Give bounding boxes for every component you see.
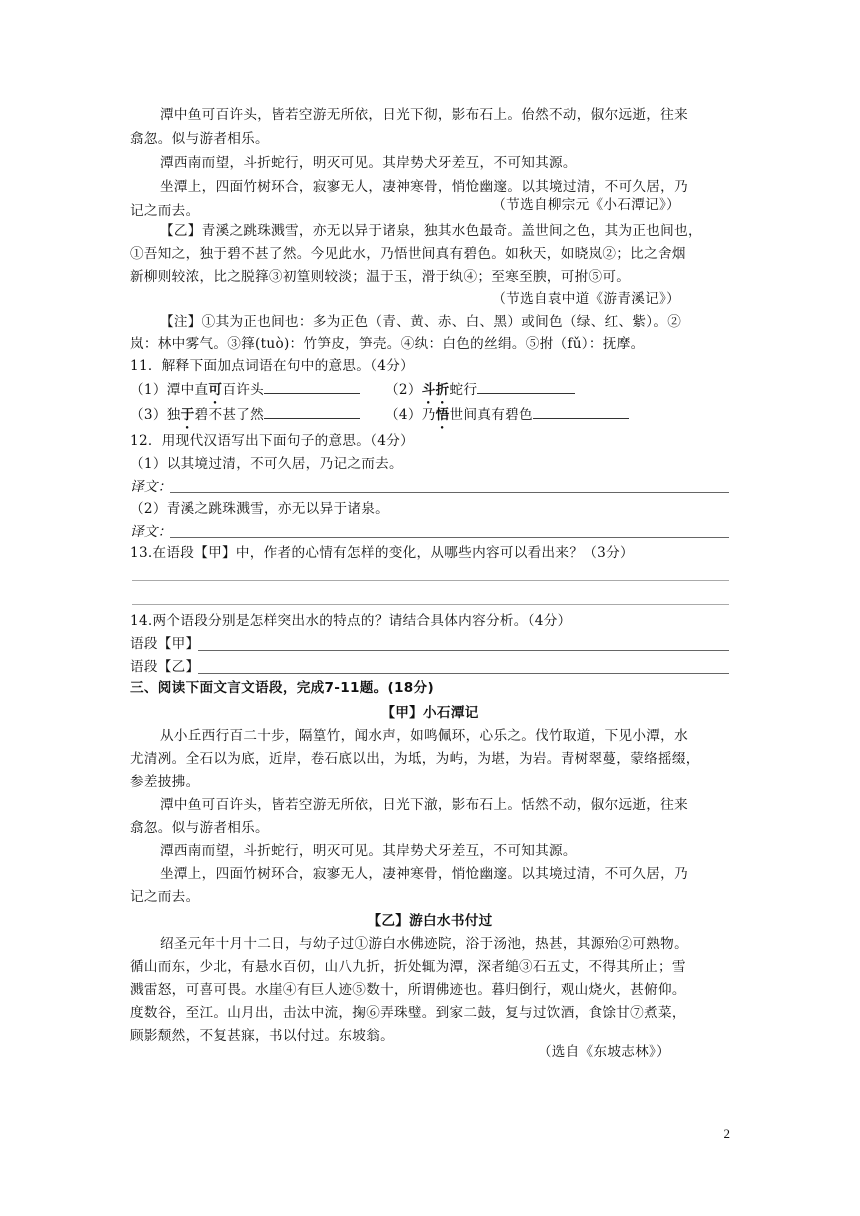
answer-label: 语段【乙】 xyxy=(130,659,200,675)
source-citation: （选自《东坡志林》） xyxy=(537,1044,670,1060)
question-item xyxy=(130,403,380,432)
section-heading: 三、阅读下面文言文语段，完成7-11题。(18分) xyxy=(130,680,434,696)
paragraph-line: 绍圣元年十月十二日，与幼子过①游白水佛迹院，浴于汤池，热甚，其源殆②可熟物。 xyxy=(160,936,688,952)
source-citation: （节选自袁中道《游青溪记》） xyxy=(492,291,680,307)
paragraph-line: 【乙】青溪之跳珠溅雪，亦无以异于诸泉，独其水色最奇。盖世间之色，其为正也间也， xyxy=(160,223,702,239)
answer-blank[interactable] xyxy=(533,403,629,419)
answer-line[interactable] xyxy=(198,673,729,674)
answer-line[interactable] xyxy=(132,604,729,605)
question-stem: 12．用现代汉语写出下面句子的意思。（4分） xyxy=(130,433,415,449)
paragraph-line: 潭中鱼可百许头，皆若空游无所依，日光下彻，影布石上。佁然不动，俶尔远逝，往来 xyxy=(160,107,688,123)
answer-blank[interactable] xyxy=(264,403,360,419)
footnote-line: 【注】①其为正也间也：多为正色（青、黄、赤、白、黑）或间色（绿、红、紫）。② xyxy=(160,314,682,330)
answer-line[interactable] xyxy=(170,537,729,538)
question-item xyxy=(385,403,645,432)
item-text: （4）乃 xyxy=(385,407,436,423)
dotted-word: 悟 xyxy=(435,407,450,423)
answer-blank[interactable] xyxy=(264,378,360,394)
dotted-word: 斗折 xyxy=(421,382,450,398)
paragraph-line: 潭西南而望，斗折蛇行，明灭可见。其岸势犬牙差互，不可知其源。 xyxy=(160,843,577,859)
question-stem: 13.在语段【甲】中，作者的心情有怎样的变化，从哪些内容可以看出来？（3分） xyxy=(130,545,634,561)
dotted-word: 于 xyxy=(180,407,195,423)
answer-line[interactable] xyxy=(198,650,729,651)
answer-label: 语段【甲】 xyxy=(130,636,200,652)
paragraph-line: 参差披拂。 xyxy=(130,774,200,790)
answer-line[interactable] xyxy=(132,580,729,581)
paragraph-line: 潭中鱼可百许头，皆若空游无所依，日光下澈，影布石上。恬然不动，俶尔远逝，往来 xyxy=(160,797,688,813)
page-number: 2 xyxy=(723,1126,730,1141)
paragraph-line: 翕忽。似与游者相乐。 xyxy=(130,820,269,836)
paragraph-line: 循山而东，少北，有悬水百仞，山八九折，折处辄为潭，深者缒③石五丈，不得其所止；雪 xyxy=(130,959,686,975)
passage-title: 【甲】小石潭记 xyxy=(381,705,479,721)
paragraph-line: 顾影颓然，不复甚寐，书以付过。东坡翁。 xyxy=(130,1028,394,1044)
paragraph-line: 翕忽。似与游者相乐。 xyxy=(130,131,269,147)
dotted-word: 可 xyxy=(208,382,223,398)
translation-label: 译文： xyxy=(130,524,172,540)
paragraph-line: 坐潭上，四面竹树环合，寂寥无人，凄神寒骨，悄怆幽邃。以其境过清，不可久居，乃 xyxy=(160,179,688,195)
question-stem: 11．解释下面加点词语在句中的意思。（4分） xyxy=(130,358,415,374)
paragraph-line: 度数谷，至江。山月出，击汰中流，掬⑥弄珠璧。到家二鼓，复与过饮酒，食馀甘⑦煮菜， xyxy=(130,1005,686,1021)
paragraph-line: 记之而去。 xyxy=(130,203,200,219)
answer-blank[interactable] xyxy=(477,378,575,394)
item-text: 蛇行 xyxy=(449,382,478,398)
paragraph-line: 溅雷怒，可喜可畏。水崖④有巨人迹⑤数十，所谓佛迹也。暮归倒行，观山烧火，甚俯仰。 xyxy=(130,982,686,998)
item-text: （3）独 xyxy=(130,407,181,423)
paragraph-line: 新柳则较浓，比之脱箨③初篁则较淡；温于玉，滑于纨④；至寒至腴，可拊⑤可。 xyxy=(130,269,631,285)
question-item: （1）以其境过清，不可久居，乃记之而去。 xyxy=(130,456,403,472)
paragraph-line: ①吾知之，独于碧不甚了然。今见此水，乃悟世间真有碧色。如秋天，如晓岚②；比之舍烟 xyxy=(130,246,686,262)
paragraph-line: 坐潭上，四面竹树环合，寂寥无人，凄神寒骨，悄怆幽邃。以其境过清，不可久居，乃 xyxy=(160,866,688,882)
item-text: 碧不甚了然 xyxy=(194,407,265,423)
paragraph-line: 记之而去。 xyxy=(130,889,200,905)
source-citation: （节选自柳宗元《小石潭记》） xyxy=(492,197,680,213)
answer-line[interactable] xyxy=(170,492,729,493)
item-text: （1）潭中直 xyxy=(130,382,209,398)
passage-title: 【乙】游白水书付过 xyxy=(367,913,493,929)
question-item: （2）青溪之跳珠溅雪，亦无以异于诸泉。 xyxy=(130,501,390,517)
item-text: 百许头 xyxy=(222,382,265,398)
translation-label: 译文： xyxy=(130,479,172,495)
paragraph-line: 潭西南而望，斗折蛇行，明灭可见。其岸势犬牙差互，不可知其源。 xyxy=(160,155,577,171)
paragraph-line: 尤清冽。全石以为底，近岸，卷石底以出，为坻，为屿，为堪，为岩。青树翠蔓，蒙络摇缀， xyxy=(130,751,700,767)
question-stem: 14.两个语段分别是怎样突出水的特点的？请结合具体内容分析。（4分） xyxy=(130,613,572,629)
item-text: （2） xyxy=(385,382,422,398)
paragraph-line: 从小丘西行百二十步，隔篁竹，闻水声，如鸣佩环，心乐之。伐竹取道，下见小潭，水 xyxy=(160,728,688,744)
item-text: 世间真有碧色 xyxy=(449,407,533,423)
footnote-line: 岚：林中雾气。③箨(tuò)：竹笋皮，笋壳。④纨：白色的丝绢。⑤拊（fǔ）：抚摩。 xyxy=(130,336,645,352)
